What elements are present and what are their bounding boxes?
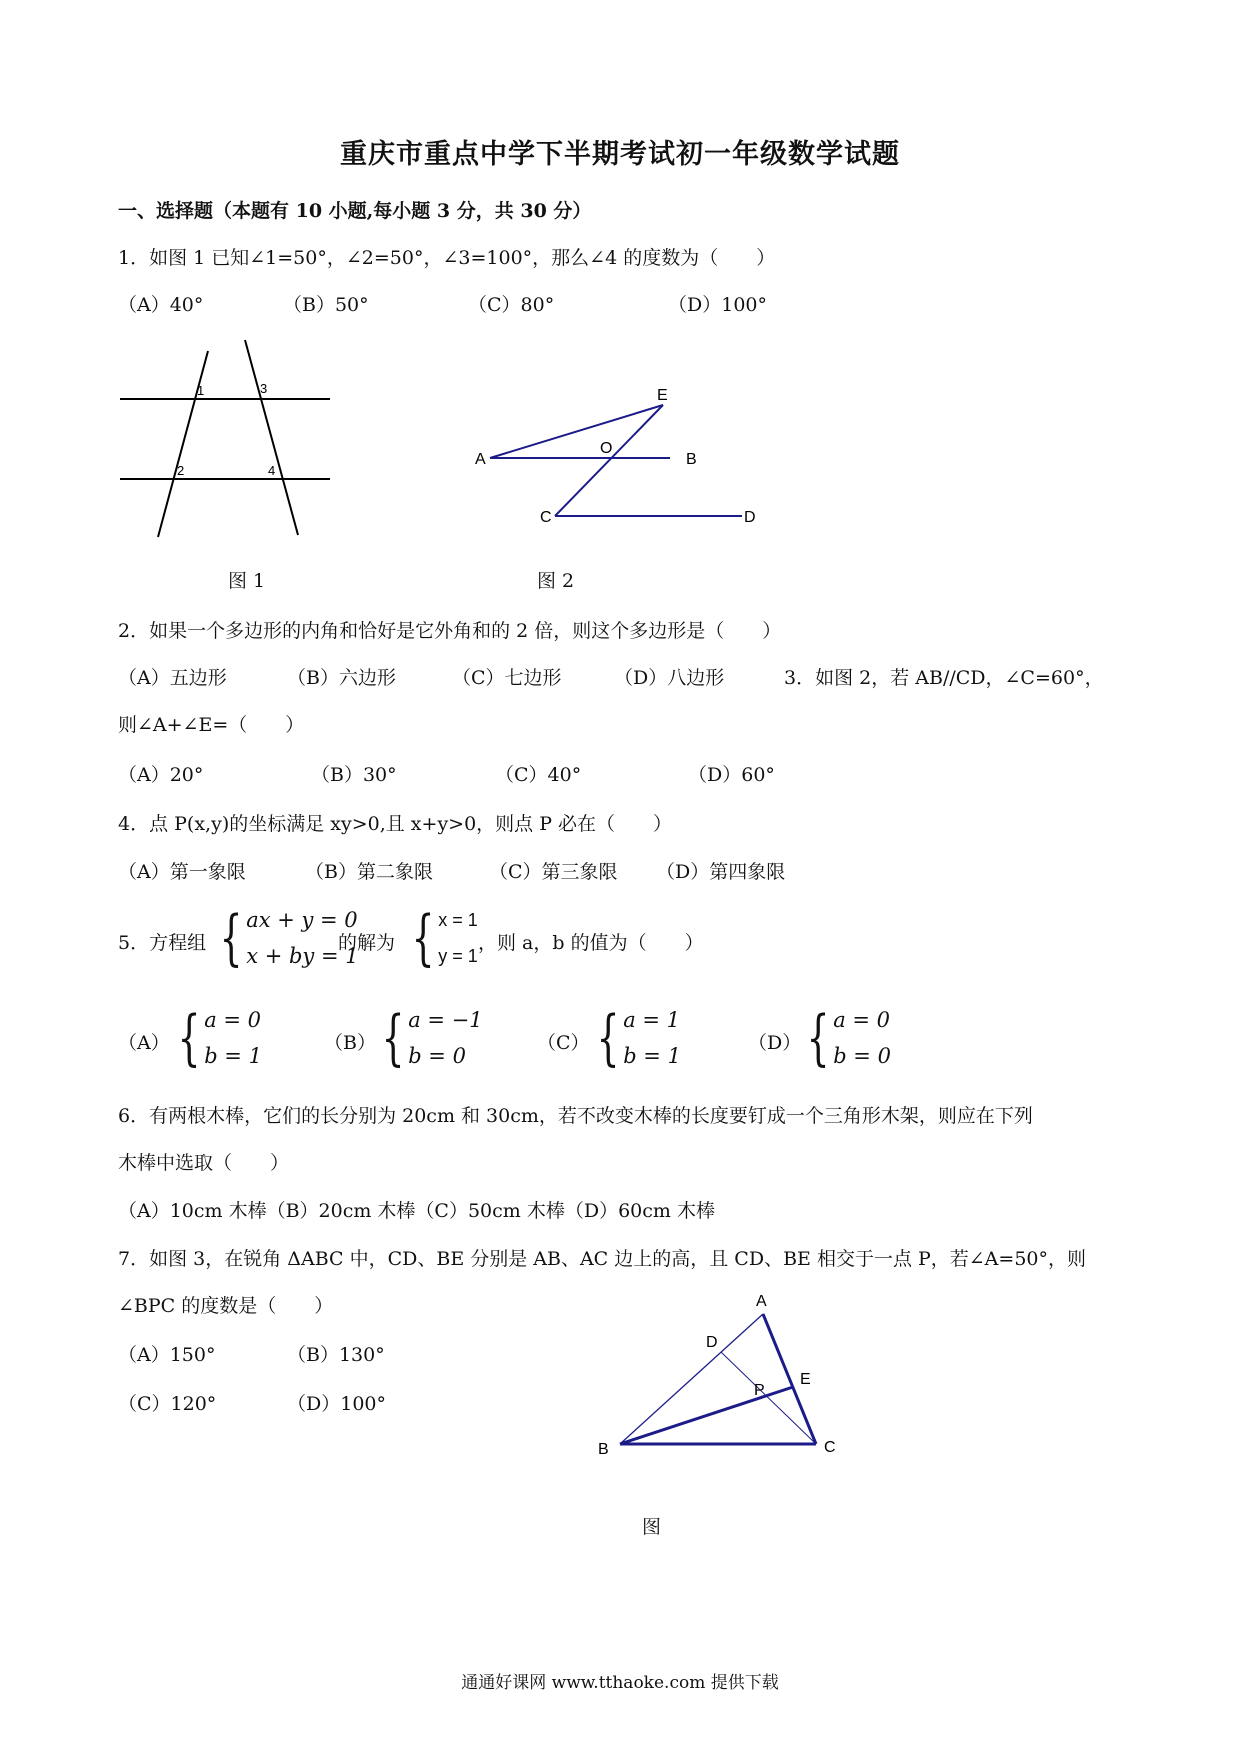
q2-option-c: （C）七边形 xyxy=(452,667,562,689)
fig2-mark-o: O xyxy=(600,440,613,457)
question-4: 4．点 P(x,y)的坐标满足 xy>0,且 x+y>0，则点 P 必在（ ） xyxy=(118,813,673,835)
question-2: 2．如果一个多边形的内角和恰好是它外角和的 2 倍，则这个多边形是（ ） xyxy=(118,620,782,642)
fig2-mark-e: E xyxy=(657,387,668,404)
brace-icon: { xyxy=(806,1003,830,1073)
q3-option-b: （B）30° xyxy=(311,764,397,786)
q2-option-b: （B）六边形 xyxy=(287,667,396,689)
question-7-part-1: 7．如图 3，在锐角 ΔABC 中，CD、BE 分别是 AB、AC 边上的高，且 CD、BE 相交于一点 P，若∠A=50°，则 xyxy=(118,1248,1086,1270)
page-footer: 通通好课网 www.tthaoke.com 提供下载 xyxy=(461,1673,779,1693)
brace-icon: { xyxy=(219,903,243,973)
page-title: 重庆市重点中学下半期考试初一年级数学试题 xyxy=(340,139,900,170)
fig3-mark-a: A xyxy=(756,1293,767,1310)
question-7-part-2: ∠BPC 的度数是（ ） xyxy=(118,1295,334,1317)
q5-option-b xyxy=(374,1002,483,1074)
q1-option-c: （C）80° xyxy=(468,294,555,316)
q3-option-a: （A）20° xyxy=(118,764,204,786)
q2-option-a: （A）五边形 xyxy=(118,667,227,689)
question-3-part-2: 则∠A+∠E=（ ） xyxy=(118,714,305,736)
figure-1-caption: 图 1 xyxy=(228,570,266,592)
question-6-part-1: 6．有两根木棒，它们的长分别为 20cm 和 30cm，若不改变木棒的长度要钉成一个三角形木架，则应在下列 xyxy=(118,1105,1033,1127)
q5-option-b-line-2: b = 0 xyxy=(408,1044,466,1068)
q5-solution xyxy=(404,902,478,974)
fig3-mark-b: B xyxy=(598,1441,609,1458)
fig3-mark-c: C xyxy=(824,1439,836,1456)
q5-option-c-label: （C） xyxy=(537,1032,590,1054)
q5-option-a xyxy=(170,1002,262,1074)
q5-solution-1: x = 1 xyxy=(438,910,478,930)
q3-option-d: （D）60° xyxy=(688,764,775,786)
question-6-part-2: 木棒中选取（ ） xyxy=(118,1152,290,1174)
section-heading: 一、选择题（本题有 10 小题,每小题 3 分，共 30 分） xyxy=(118,200,592,222)
q7-option-b: （B）130° xyxy=(287,1344,385,1366)
brace-icon: { xyxy=(411,903,435,973)
brace-icon: { xyxy=(596,1003,620,1073)
fig2-mark-c: C xyxy=(540,509,552,526)
figure-2-caption: 图 2 xyxy=(537,570,575,592)
fig2-mark-a: A xyxy=(475,451,486,468)
q5-option-a-label: （A） xyxy=(118,1032,170,1054)
fig3-mark-e: E xyxy=(800,1371,811,1388)
fig2-mark-b: B xyxy=(686,451,697,468)
q5-option-d-line-1: a = 0 xyxy=(833,1008,891,1032)
brace-icon: { xyxy=(381,1003,405,1073)
q4-option-b: （B）第二象限 xyxy=(305,861,433,883)
q5-option-c xyxy=(589,1002,681,1074)
fig1-mark-1: 1 xyxy=(197,383,205,398)
brace-icon: { xyxy=(177,1003,201,1073)
q1-option-a: （A）40° xyxy=(118,294,204,316)
q5-option-c-line-1: a = 1 xyxy=(623,1008,681,1032)
q5-system xyxy=(212,902,359,974)
question-3-part-1: 3．如图 2，若 AB//CD，∠C=60°， xyxy=(784,667,1104,689)
q5-equation-1: ax + y = 0 xyxy=(246,908,358,932)
q5-option-b-label: （B） xyxy=(324,1032,376,1054)
figure-3-caption: 图 xyxy=(642,1516,662,1538)
q5-option-a-line-2: b = 1 xyxy=(204,1044,262,1068)
q5-option-d-label: （D） xyxy=(748,1032,802,1054)
q4-option-d: （D）第四象限 xyxy=(656,861,786,883)
q7-option-d: （D）100° xyxy=(287,1393,386,1415)
question-5-middle: 的解为 xyxy=(338,932,396,954)
q5-option-d-line-2: b = 0 xyxy=(833,1044,891,1068)
fig1-mark-3: 3 xyxy=(260,381,268,396)
q7-option-a: （A）150° xyxy=(118,1344,216,1366)
q6-options: （A）10cm 木棒（B）20cm 木棒（C）50cm 木棒（D）60cm 木棒 xyxy=(118,1200,715,1222)
fig1-mark-4: 4 xyxy=(268,463,276,478)
q4-option-c: （C）第三象限 xyxy=(489,861,618,883)
q5-equation-2: x + by = 1 xyxy=(246,944,359,968)
q2-option-d: （D）八边形 xyxy=(614,667,725,689)
q5-solution-2: y = 1 xyxy=(438,946,478,966)
q1-option-b: （B）50° xyxy=(283,294,369,316)
figure-1 xyxy=(110,335,350,545)
q7-option-c: （C）120° xyxy=(118,1393,217,1415)
q4-option-a: （A）第一象限 xyxy=(118,861,246,883)
q5-option-b-line-1: a = −1 xyxy=(408,1008,483,1032)
fig3-mark-p: P xyxy=(754,1382,765,1399)
fig1-mark-2: 2 xyxy=(177,463,185,478)
fig2-mark-d: D xyxy=(744,509,756,526)
q3-option-c: （C）40° xyxy=(495,764,582,786)
question-5-suffix: ，则 a，b 的值为（ ） xyxy=(478,932,704,954)
figure-2 xyxy=(470,385,770,535)
q1-option-d: （D）100° xyxy=(668,294,767,316)
q5-option-a-line-1: a = 0 xyxy=(204,1008,262,1032)
q5-option-c-line-2: b = 1 xyxy=(623,1044,681,1068)
question-1: 1．如图 1 已知∠1=50°，∠2=50°，∠3=100°，那么∠4 的度数为（ ） xyxy=(118,247,776,269)
fig3-mark-d: D xyxy=(706,1334,718,1351)
q5-option-d xyxy=(799,1002,891,1074)
question-5-prefix: 5．方程组 xyxy=(118,932,207,954)
figure-3 xyxy=(590,1288,860,1468)
